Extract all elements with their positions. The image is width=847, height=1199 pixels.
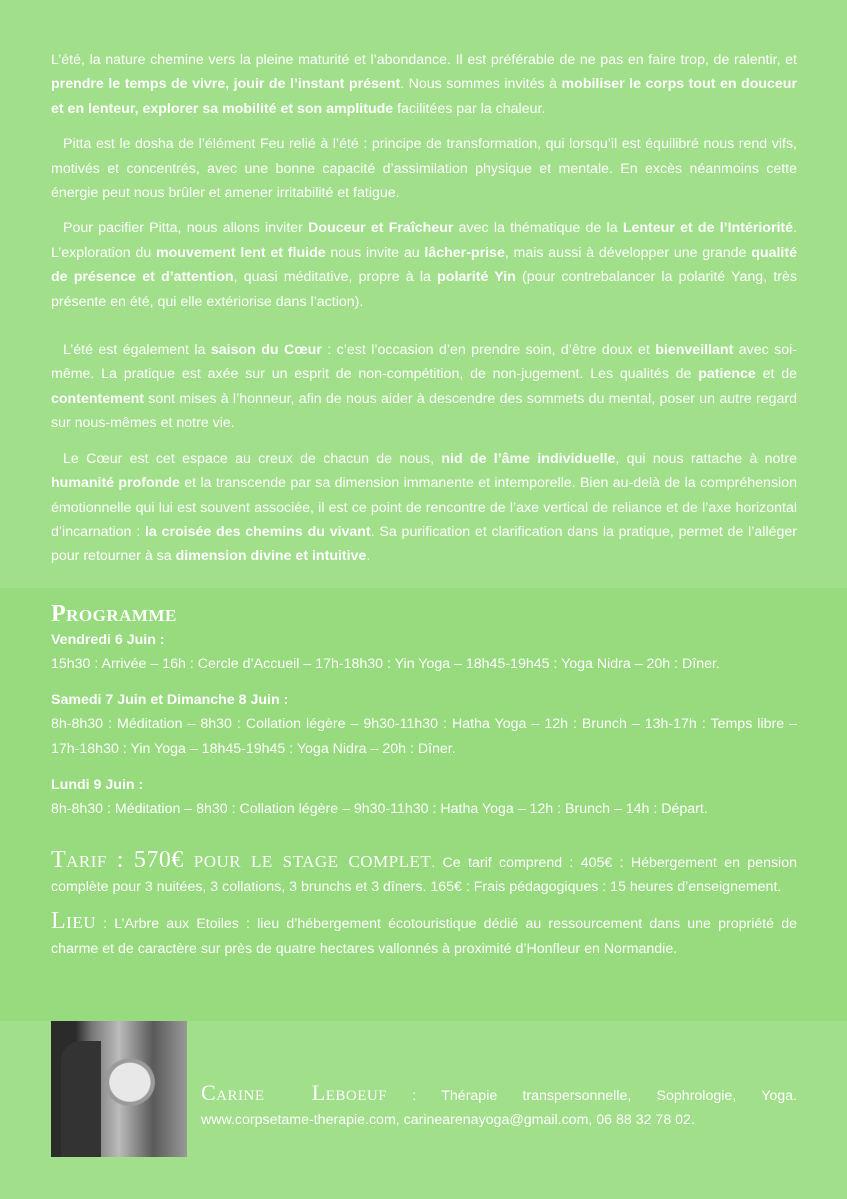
intro-paragraph <box>51 338 797 436</box>
emphasis-text: contentement <box>51 390 145 407</box>
day-schedule: 8h-8h30 : Méditation – 8h30 : Collation légère – 9h30-11h30 : Hatha Yoga – 12h : Brunch – 13h-17h : Temps libre – 17h-18h30 : Yin Yoga – 18h45-19h45 : Yoga Nidra – 20h : Dîner. <box>51 716 797 757</box>
emphasis-text: mouvement lent et fluide <box>156 244 326 261</box>
paragraph-text: . Nous sommes invités à <box>400 76 562 93</box>
paragraph-text: Pitta est le dosha de l’élément Feu relié à l’été : principe de transformation, qui lorsqu’il est équilibré nous rend vifs, motivés et concentrés, avec une bonne capacité d’assimilation physique et mentale. En excès néanmoins cette énergie peut nous brûler et amener irritabilité et fatigue. <box>51 136 797 202</box>
contact-line-name <box>201 1081 797 1108</box>
paragraph-text: . <box>366 548 371 565</box>
intro-paragraph <box>51 447 797 569</box>
emphasis-text: Douceur et Fraîcheur <box>308 220 454 237</box>
contact-section <box>201 1081 797 1133</box>
paragraph-text: , quasi méditative, propre à la <box>233 269 438 286</box>
paragraph-text: nous invite au <box>325 244 425 261</box>
tarif-heading: Tarif : 570€ pour le stage complet <box>51 846 432 873</box>
paragraph-text: : c’est l’occasion d’en prendre soin, d’être doux et <box>321 342 656 359</box>
lieu-heading: Lieu <box>51 908 96 935</box>
emphasis-text: patience <box>698 366 756 383</box>
day-label: Samedi 7 Juin et Dimanche 8 Juin : <box>51 692 289 709</box>
portrait-photo <box>51 1021 187 1157</box>
paragraph-text: Pour pacifier Pitta, nous allons inviter <box>63 220 309 237</box>
day-label: Vendredi 6 Juin : <box>51 632 165 648</box>
lieu-text: : L’Arbre aux Etoiles : lieu d’hébergement écotouristique dédié au ressourcement dans une propriété de charme et de caractère sur près de quatre hectares vallonnés à proximité d’Honfleur en Normandie. <box>51 916 797 957</box>
emphasis-text: la croisée des chemins du vivant <box>144 523 371 540</box>
emphasis-text: nid de l’âme individuelle <box>441 450 616 467</box>
day-label: Lundi 9 Juin : <box>51 777 144 794</box>
info-band <box>0 588 847 1021</box>
emphasis-text: saison du Cœur <box>210 342 322 359</box>
tarif-section <box>51 848 797 900</box>
contact-roles: : Thérapie transpersonnelle, Sophrologie, Yoga. <box>387 1088 797 1104</box>
paragraph-text: , mais aussi à développer une grande <box>504 244 752 261</box>
paragraph-text: . Sa purification et clarification dans la pratique, permet de l’alléger pour retourner à sa <box>51 523 798 565</box>
tarif-text: . Ce tarif comprend : 405€ : Hébergement en pension complète pour 3 nuitées, 3 collations, 3 brunchs et 3 dîners. 165€ : Frais pédagogiques : 15 heures d’enseignement. <box>51 854 797 896</box>
paragraph-text: et de <box>755 366 798 383</box>
emphasis-text: bienveillant <box>655 342 734 359</box>
contact-name: Carine Leboeuf <box>201 1080 388 1105</box>
emphasis-text: humanité profonde <box>51 475 180 492</box>
day-schedule: 8h-8h30 : Méditation – 8h30 : Collation légère – 9h30-11h30 : Hatha Yoga – 12h : Brunch – 14h : Départ. <box>51 801 708 818</box>
paragraph-text: (pour contrebalancer la polarité Yang, très présente en été, qui elle extériorise dans l’action). <box>51 269 797 310</box>
paragraph-text: . L’exploration du <box>51 220 797 261</box>
lieu-section <box>51 909 797 961</box>
emphasis-text: dimension divine et intuitive <box>175 548 367 565</box>
paragraph-text: avec la thématique de la <box>453 220 623 237</box>
contact-details[interactable]: www.corpsetame-therapie.com, carinearenayoga@gmail.com, 06 88 32 78 02. <box>201 1112 695 1129</box>
intro-paragraph <box>51 48 797 121</box>
emphasis-text: mobiliser le corps tout en douceur et en lenteur, explorer sa mobilité et son amplitude <box>51 76 797 117</box>
emphasis-text: lâcher-prise <box>424 244 505 261</box>
intro-text <box>51 48 797 580</box>
paragraph-text: L’été, la nature chemine vers la pleine maturité et l’abondance. Il est préférable de ne pas en faire trop, de ralentir, et <box>51 52 797 68</box>
day-schedule: 15h30 : Arrivée – 16h : Cercle d’Accueil – 17h-18h30 : Yin Yoga – 18h45-19h45 : Yoga Nidra – 20h : Dîner. <box>51 656 720 672</box>
paragraph-text: et la transcende par sa dimension immanente et intemporelle. Bien au-delà de la compréhension émotionnelle qui lui est souvent associée, il est ce point de rencontre de l’axe vertical de reliance et de l’axe horizontal d’incarnation : <box>51 475 797 540</box>
paragraph-text: sont mises à l’honneur, afin de nous aider à descendre des sommets du mental, poser un autre regard sur nous-mêmes et notre vie. <box>51 390 797 432</box>
emphasis-text: qualité de présence et d’attention <box>51 244 797 286</box>
emphasis-text: prendre le temps de vivre, jouir de l’instant présent <box>51 76 401 93</box>
intro-paragraph <box>51 216 797 314</box>
emphasis-text: polarité Yin <box>437 269 516 286</box>
paragraph-text: , qui nous rattache à notre <box>615 450 798 467</box>
paragraph-text: Le Cœur est cet espace au creux de chacun de nous, <box>63 450 442 467</box>
emphasis-text: Lenteur et de l’Intériorité <box>622 220 794 237</box>
paragraph-text: avec soi-même. La pratique est axée sur un esprit de non-compétition, de non-jugement. Les qualités de <box>51 342 797 383</box>
programme-section <box>51 600 797 822</box>
portrait-hair <box>61 1041 101 1157</box>
programme-heading: Programme <box>51 601 177 627</box>
paragraph-text: L’été est également la <box>63 342 211 359</box>
paragraph-text: facilitées par la chaleur. <box>393 100 546 117</box>
intro-paragraph <box>51 132 797 205</box>
